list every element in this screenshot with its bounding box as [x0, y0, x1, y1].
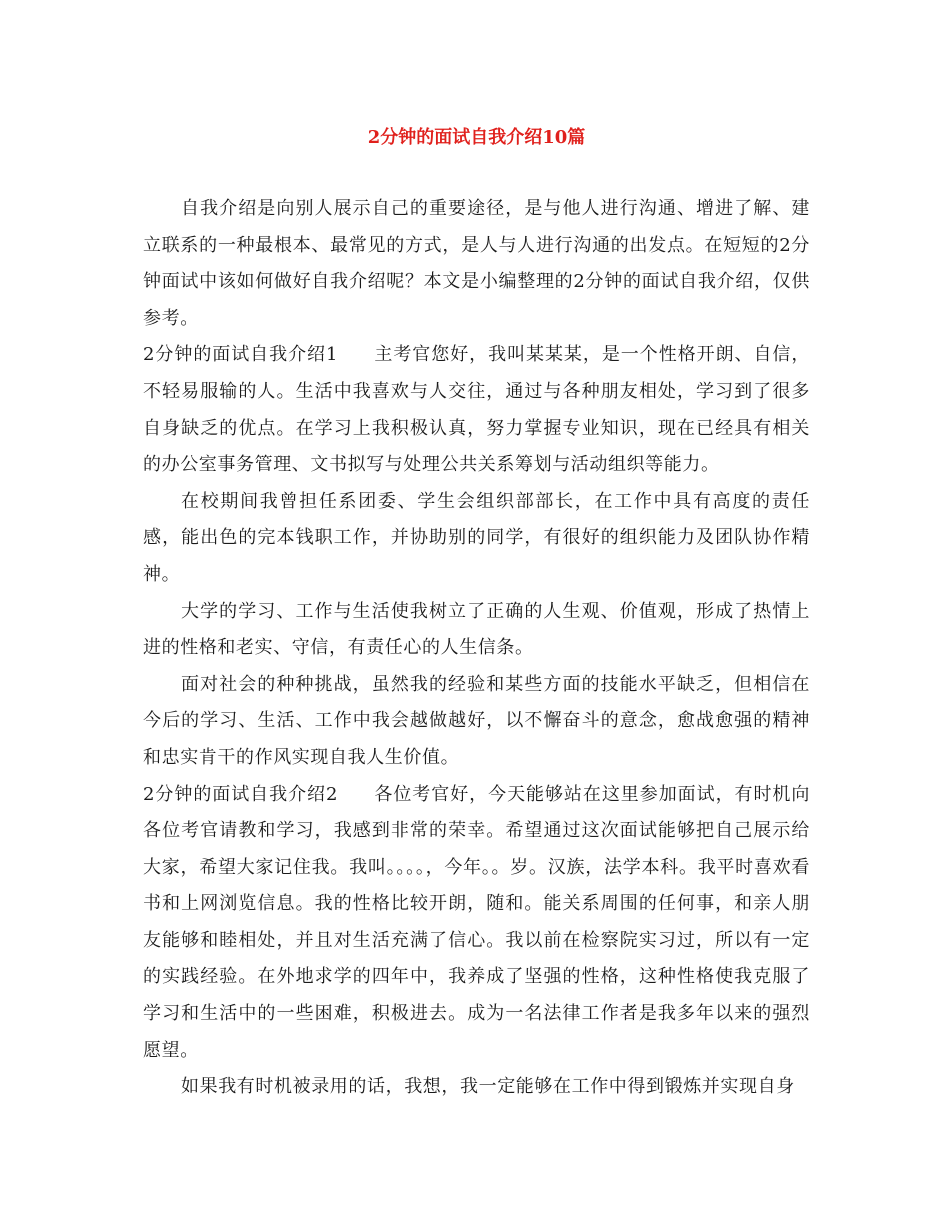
section-1-heading: 2分钟的面试自我介绍1	[143, 344, 339, 366]
document-title: 2分钟的面试自我介绍10篇	[367, 127, 586, 148]
section-1-paragraph-3: 大学的学习、工作与生活使我树立了正确的人生观、价值观，形成了热情上进的性格和老实、守信，有责任心的人生信条。	[143, 600, 810, 659]
section-2-paragraph-2: 如果我有时机被录用的话，我想，我一定能够在工作中得到锻炼并实现自身	[181, 1076, 795, 1098]
section-2-first-text: 各位考官好，今天能够站在这里参加面试，有时机向各位考官请教和学习，我感到非常的荣幸。希望通过这次面试能够把自己展示给大家，希望大家记住我。我叫。。。。，今年。。岁。汉族，法学本科。我平时喜欢看书和上网浏览信息。我的性格比较开朗，随和。能关系周围的任何事，和亲人朋友能够和睦相处，并且对生活充满了信心。我以前在检察院实习过，所以有一定的实践经验。在外地求学的四年中，我养成了坚强的性格，这种性格使我克服了学习和生活中的一些困难，积极进去。成为一名法律工作者是我多年以来的强烈愿望。	[143, 783, 810, 1061]
section-1-paragraph	[143, 337, 810, 483]
section-1-first-text: 主考官您好，我叫某某某，是一个性格开朗、自信，不轻易服输的人。生活中我喜欢与人交往，通过与各种朋友相处，学习到了很多自身缺乏的优点。在学习上我积极认真，努力掌握专业知识，现在已经具有相关的办公室事务管理、文书拟写与处理公共关系筹划与活动组织等能力。	[143, 344, 810, 476]
section-1-paragraph-2: 在校期间我曾担任系团委、学生会组织部部长，在工作中具有高度的责任感，能出色的完本钱职工作，并协助别的同学，有很好的组织能力及团队协作精神。	[143, 490, 810, 585]
section-1-paragraph-4: 面对社会的种种挑战，虽然我的经验和某些方面的技能水平缺乏，但相信在今后的学习、生活、工作中我会越做越好，以不懈奋斗的意念，愈战愈强的精神和忠实肯干的作风实现自我人生价值。	[143, 673, 810, 768]
intro-paragraph: 自我介绍是向别人展示自己的重要途径，是与他人进行沟通、增进了解、建立联系的一种最根本、最常见的方式，是人与人进行沟通的出发点。在短短的2分钟面试中该如何做好自我介绍呢？本文是小编整理的2分钟的面试自我介绍，仅供参考。	[143, 198, 810, 329]
section-2-paragraph	[143, 777, 810, 1070]
section-2-heading: 2分钟的面试自我介绍2	[143, 783, 339, 805]
